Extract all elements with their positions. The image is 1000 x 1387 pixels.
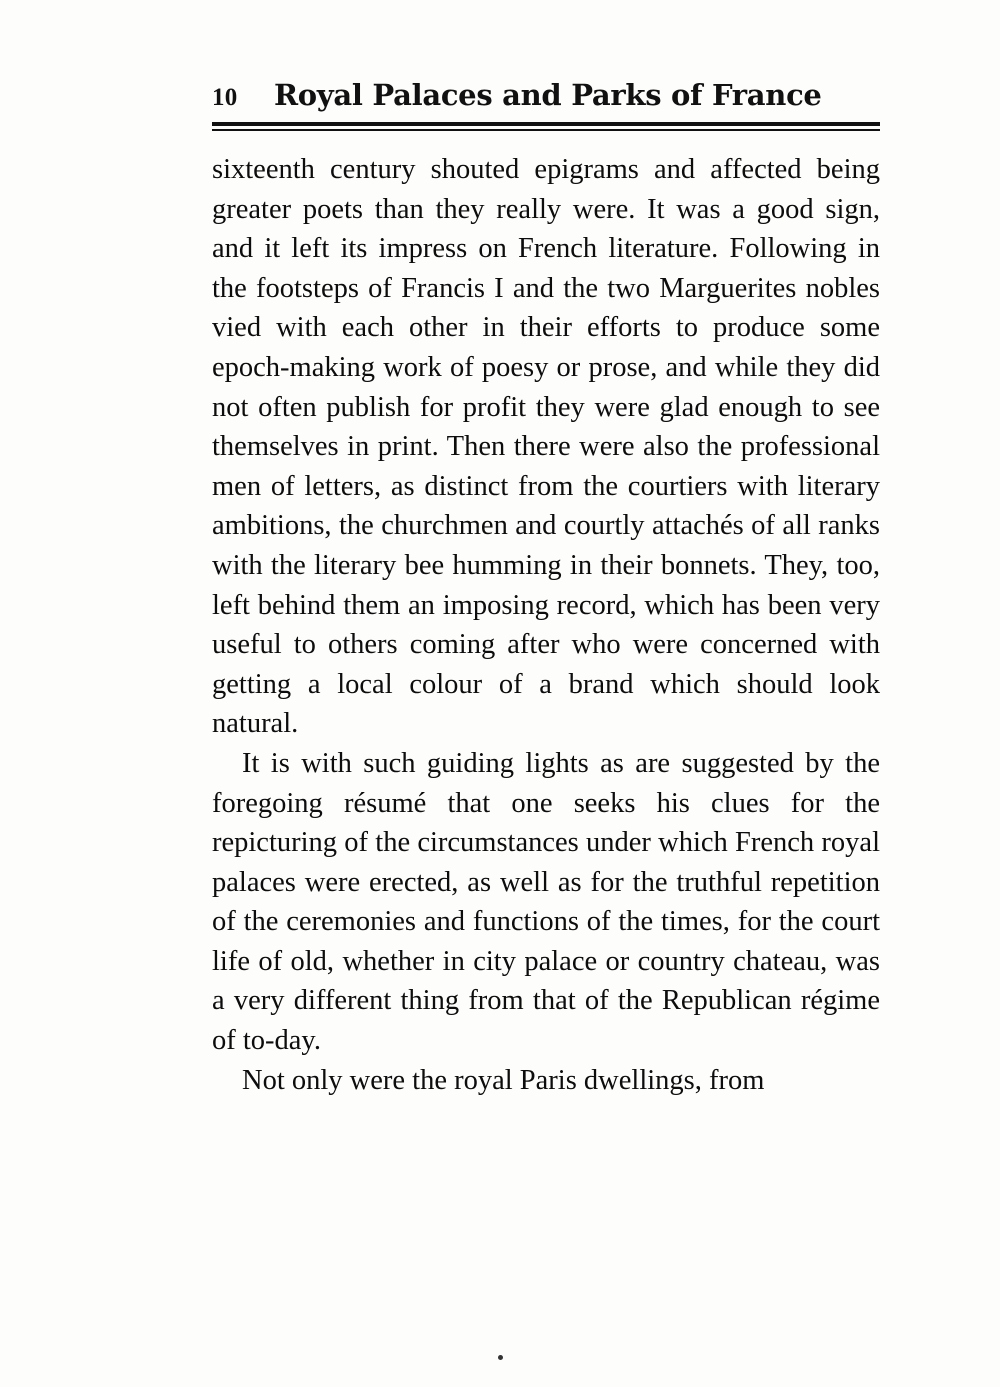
paragraph-guiding-lights: It is with such guiding lights as are suggested by the foregoing résumé that one seeks his clues for the repicturing of the circumstances under which French royal palaces were erected, as well as for the truthful repetition of the ceremonies and functions of the times, for the court life of old, whether in city palace or country chateau, was a very different thing from that of the Republican régime of to-day. <box>212 747 880 1057</box>
body-text <box>212 150 880 1100</box>
paragraph-not-only: Not only were the royal Paris dwellings, from <box>242 1064 765 1096</box>
header-rule <box>212 122 880 131</box>
page-header <box>212 78 880 112</box>
footer-ornament <box>498 1355 503 1360</box>
paragraph-continued: sixteenth century shouted epigrams and affected being greater poets than they really were. It was a good sign, and it left its impress on French literature. Following in the footsteps of Francis I and the two Marguerites nobles vied with each other in their efforts to produce some epoch-making work of poesy or prose, and while they did not often publish for profit they were glad enough to see themselves in print. Then there were also the professional men of letters, as distinct from the courtiers with literary ambitions, the churchmen and courtly attachés of all ranks with the literary bee humming in their bonnets. They, too, left behind them an imposing record, which has been very useful to others coming after who were concerned with getting a local colour of a brand which should look natural. <box>212 154 880 740</box>
page-number: 10 <box>212 84 238 111</box>
page-content <box>212 78 880 1100</box>
running-title: Royal Palaces and Parks of France <box>274 78 822 112</box>
header-rule-thin <box>212 129 880 131</box>
